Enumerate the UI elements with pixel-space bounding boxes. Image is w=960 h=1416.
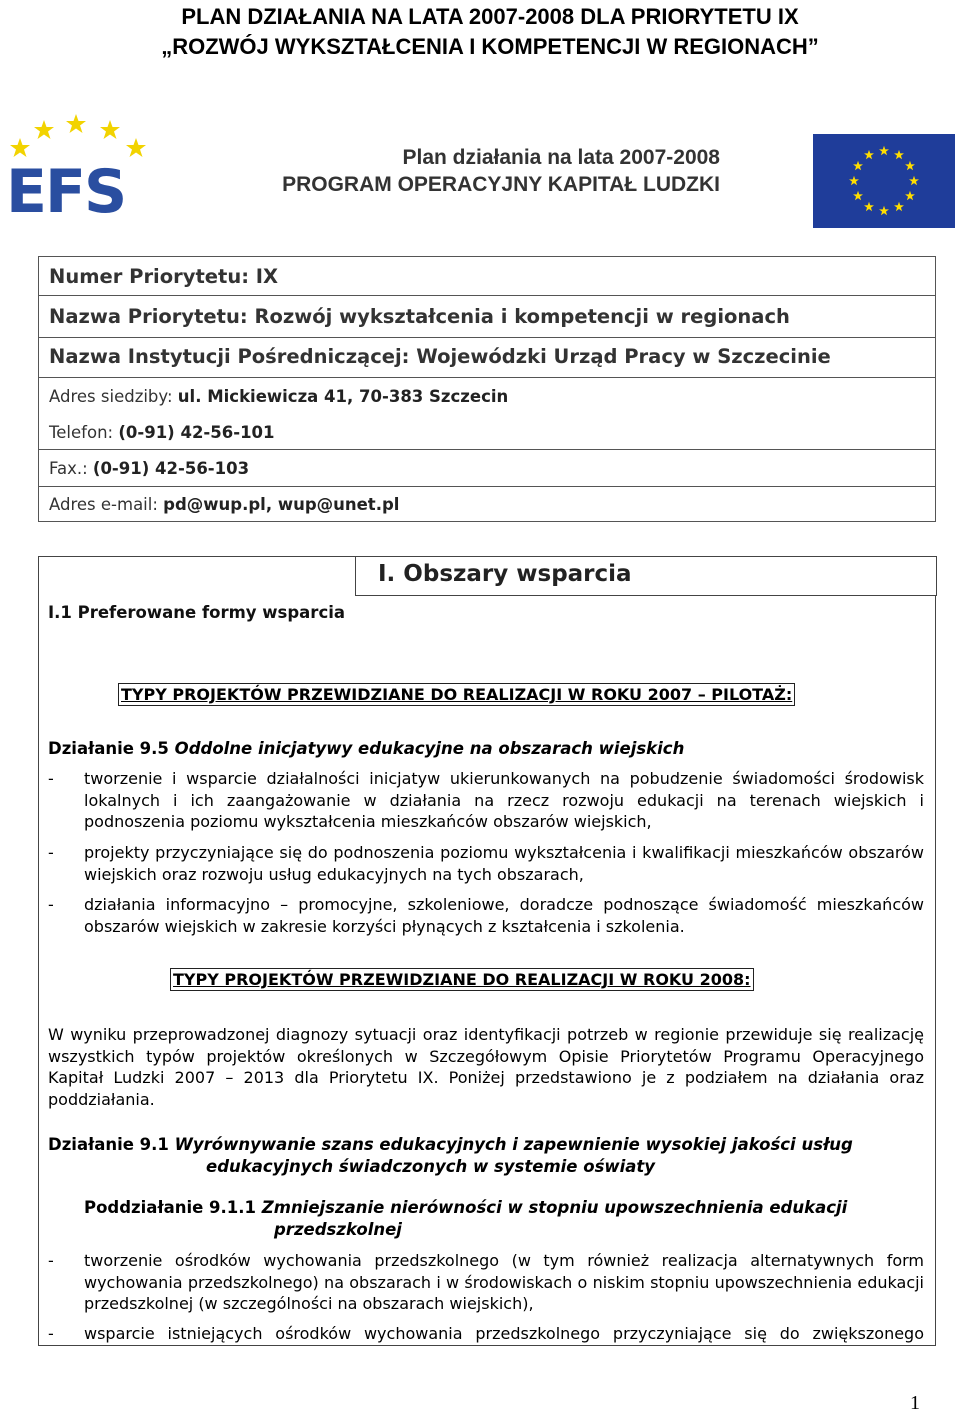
- divider: [39, 449, 935, 450]
- plan-line-1: Plan działania na lata 2007-2008: [402, 146, 720, 169]
- bullet-dash: -: [48, 769, 54, 788]
- poddzialanie-prefix: Poddziałanie 9.1.1: [84, 1198, 257, 1217]
- email-value: pd@wup.pl, wup@unet.pl: [163, 495, 400, 514]
- phone-row: [49, 423, 935, 442]
- dzialanie-9-1-title-a: Wyrównywanie szans edukacyjnych i zapewnienie wysokiej jakości usług: [174, 1135, 853, 1154]
- intro-2008-paragraph: W wyniku przeprowadzonej diagnozy sytuacji oraz identyfikacji potrzeb w regionie przewiduje się realizację wszystkich typów projektów określonych w Szczegółowym Opisie Priorytetów Programu Operacyjnego Kapitał Ludzki 2007 – 2013 dla Priorytetu IX. Poniżej przedstawiono je z podziałem na działania oraz poddziałania.: [48, 1025, 924, 1109]
- divider: [39, 295, 935, 296]
- dzialanie-9-5-title: Oddolne inicjatywy edukacyjne na obszarach wiejskich: [174, 739, 685, 758]
- divider: [39, 486, 935, 487]
- address-value: ul. Mickiewicza 41, 70-383 Szczecin: [177, 387, 509, 406]
- types-2008-heading: TYPY PROJEKTÓW PRZEWIDZIANE DO REALIZACJI W ROKU 2008:: [170, 968, 754, 991]
- address-row: [49, 387, 935, 406]
- section-subheading: I.1 Preferowane formy wsparcia: [48, 603, 346, 622]
- bullet-dash: -: [48, 1251, 54, 1270]
- bullet-dash: -: [48, 843, 54, 862]
- institution-name: Nazwa Instytucji Pośredniczącej: Wojewódzki Urząd Pracy w Szczecinie: [49, 345, 831, 368]
- divider: [39, 337, 935, 338]
- document-title: [80, 2, 900, 62]
- dzialanie-9-1-title-b: edukacyjnych świadczonych w systemie oświaty: [206, 1156, 656, 1176]
- plan-heading: [150, 144, 720, 198]
- bullet-dash: -: [48, 1324, 54, 1343]
- dzialanie-9-5-heading: [48, 738, 684, 760]
- poddzialanie-9-1-1-heading: [84, 1197, 914, 1240]
- types-2007-heading: TYPY PROJEKTÓW PRZEWIDZIANE DO REALIZACJI W ROKU 2007 – PILOTAŻ:: [118, 683, 795, 706]
- phone-value: (0-91) 42-56-101: [118, 423, 275, 442]
- list-item: wsparcie istniejących ośrodków wychowania przedszkolnego przyczyniające się do zwiększonego: [84, 1324, 924, 1343]
- fax-label: Fax.:: [49, 459, 88, 478]
- dzialanie-9-1-prefix: Działanie 9.1: [48, 1135, 169, 1154]
- title-line-2: „ROZWÓJ WYKSZTAŁCENIA I KOMPETENCJI W REGIONACH”: [161, 34, 819, 59]
- phone-label: Telefon:: [49, 423, 114, 442]
- email-row: [49, 495, 935, 514]
- page-number: 1: [910, 1392, 920, 1414]
- fax-value: (0-91) 42-56-103: [92, 459, 250, 478]
- title-line-1: PLAN DZIAŁANIA NA LATA 2007-2008 DLA PRIORYTETU IX: [181, 4, 799, 29]
- efs-logo-text: EFS: [6, 157, 126, 218]
- dzialanie-9-5-prefix: Działanie 9.5: [48, 739, 169, 758]
- list-item: projekty przyczyniające się do podnoszenia poziomu wykształcenia i kwalifikacji mieszkańców obszarów wiejskich oraz rozwoju usług edukacyjnych na tych obszarach,: [84, 843, 924, 884]
- priority-info-box: [38, 256, 936, 522]
- list-item: tworzenie i wsparcie działalności inicjatyw ukierunkowanych na pobudzenie świadomości środowisk lokalnych i ich zaangażowanie w działania na rzecz rozwoju edukacji na terenach wiejskich i podnoszenia poziomu wykształcenia mieszkańców obszarów wiejskich,: [84, 769, 924, 831]
- list-item: tworzenie ośrodków wychowania przedszkolnego (w tym również realizacja alternatywnych form wychowania przedszkolnego) na obszarach i w środowiskach o niskim stopniu upowszechnienia edukacji przedszkolnej (w szczególności na obszarach wiejskich),: [84, 1251, 924, 1313]
- priority-number: Numer Priorytetu: IX: [49, 265, 279, 288]
- eu-flag: [813, 134, 955, 228]
- plan-line-2: PROGRAM OPERACYJNY KAPITAŁ LUDZKI: [282, 173, 720, 196]
- fax-row: [49, 459, 935, 478]
- efs-stars: [10, 114, 146, 157]
- bullet-dash: -: [48, 895, 54, 914]
- email-label: Adres e-mail:: [49, 495, 158, 514]
- dzialanie-9-1-heading: [48, 1134, 918, 1177]
- priority-name: Nazwa Priorytetu: Rozwój wykształcenia i kompetencji w regionach: [49, 305, 790, 328]
- list-item: działania informacyjno – promocyjne, szkoleniowe, doradcze podnoszące świadomość mieszkańców obszarów wiejskich w zakresie korzyści płynących z kształcenia i szkolenia.: [84, 895, 924, 936]
- section-heading: I. Obszary wsparcia: [378, 561, 632, 587]
- divider: [39, 377, 935, 378]
- poddzialanie-title-b: przedszkolnej: [274, 1219, 402, 1239]
- address-label: Adres siedziby:: [49, 387, 173, 406]
- poddzialanie-title-a: Zmniejszanie nierówności w stopniu upowszechnienia edukacji: [261, 1198, 848, 1217]
- efs-logo: [4, 114, 154, 218]
